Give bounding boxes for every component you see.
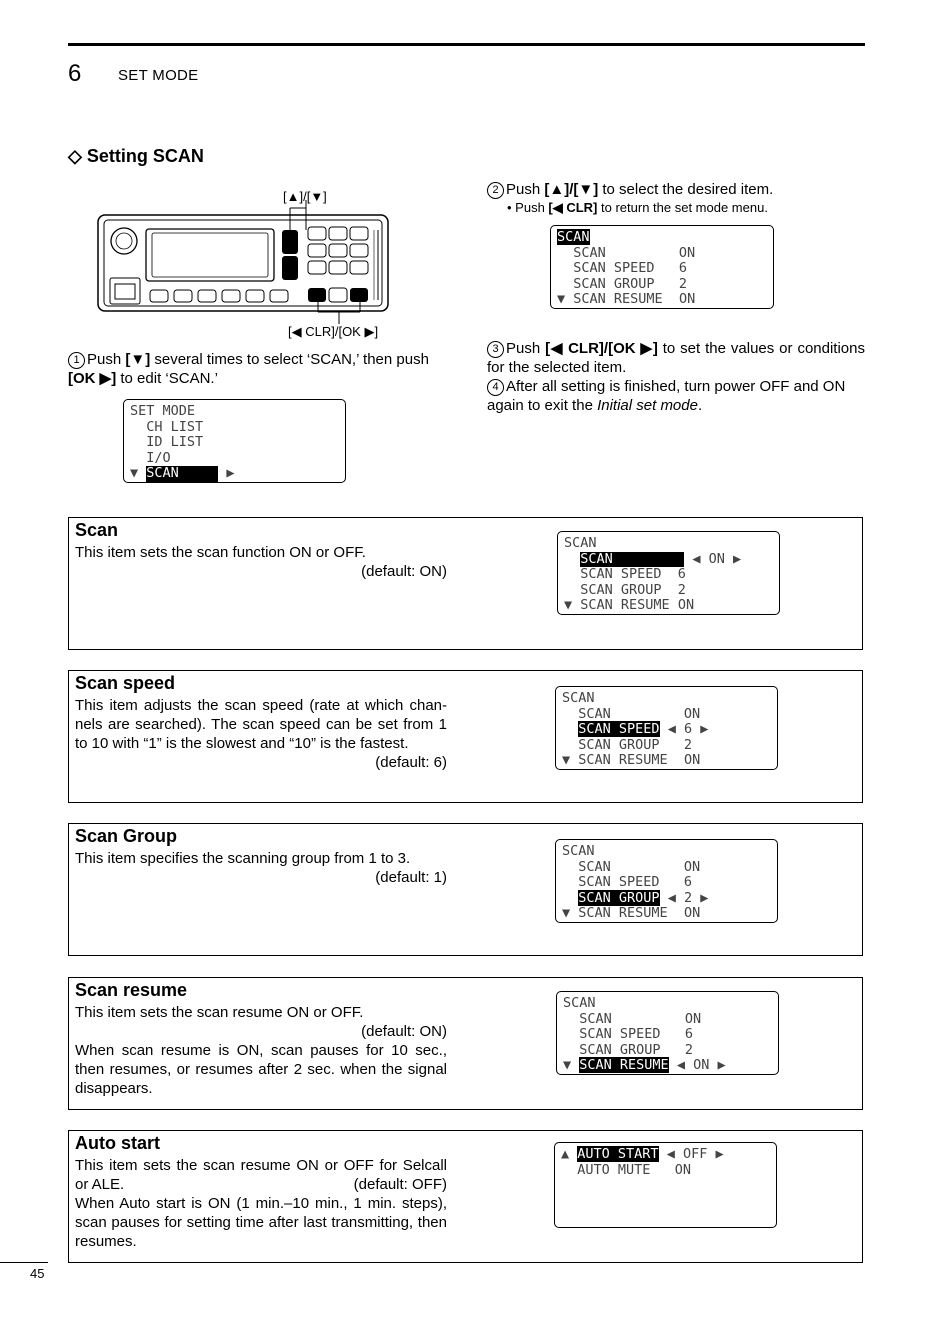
step-2-sub-text: • Push [◀ CLR] to return the set mode menu. — [507, 200, 768, 215]
scroll-indicator-icon: ▼ — [557, 291, 566, 307]
item-box-scan-resume — [68, 977, 863, 1110]
lcd-scan-resume: SCAN SCAN ON SCAN SPEED 6 SCAN GROUP 2 ▼ SCAN RESUME ◀ ON ▶ — [556, 991, 779, 1075]
item-box-scan-group — [68, 823, 863, 956]
scroll-indicator-icon: ▼ — [563, 1057, 572, 1073]
lcd-scan-menu: SCAN SCAN ON SCAN SPEED 6 SCAN GROUP 2 ▼ SCAN RESUME ON — [550, 225, 774, 309]
chapter-title: SET MODE — [118, 67, 199, 84]
scroll-indicator-icon: ▼ — [564, 597, 573, 613]
item-description: This item sets the scan function ON or OFF. (default: ON) — [75, 544, 447, 580]
scroll-indicator-icon: ▼ — [562, 905, 571, 921]
item-title: Scan Group — [75, 826, 178, 846]
step-3-text: 3 Push [◀ CLR]/[OK ▶] to set the values or conditions for the selected item. — [487, 340, 865, 376]
top-rule — [68, 43, 865, 46]
item-title: Scan — [75, 520, 119, 540]
item-title: Auto start — [75, 1133, 160, 1153]
step-2-text: 2 Push [▲]/[▼] to select the desired item. — [487, 180, 865, 199]
section-title — [68, 146, 204, 167]
step-number: 3 — [487, 341, 504, 358]
item-description: This item specifies the scanning group from 1 to 3. (default: 1) — [75, 850, 447, 886]
item-description: This item sets the scan resume ON or OFF. (default: ON) When scan resume is ON, scan pauses for 10 sec., then resumes, or resumes after 2 sec. when the signal disappears. — [75, 1004, 447, 1097]
scroll-indicator-icon: ▼ — [130, 465, 139, 481]
step-number: 2 — [487, 182, 504, 199]
lcd-scan: SCAN SCAN ◀ ON ▶ SCAN SPEED 6 SCAN GROUP 2 ▼ SCAN RESUME ON — [557, 531, 780, 615]
radio-front-panel-illustration — [96, 200, 396, 325]
section-title-text: Setting SCAN — [86, 146, 204, 166]
arrow-right-icon: ▶ — [226, 465, 235, 481]
diamond-outline-icon: ◇ — [68, 146, 82, 166]
item-box-auto-start — [68, 1130, 863, 1263]
item-box-scan-speed — [68, 670, 863, 803]
item-title: Scan speed — [75, 673, 176, 693]
item-title: Scan resume — [75, 980, 188, 1000]
page-number: 45 — [30, 1266, 45, 1281]
step-number: 4 — [487, 379, 504, 396]
lcd-scan-group: SCAN SCAN ON SCAN SPEED 6 SCAN GROUP ◀ 2 ▶ ▼ SCAN RESUME ON — [555, 839, 778, 923]
page-number-rule — [0, 1262, 48, 1263]
step-4-text: 4 After all setting is finished, turn power OFF and ON again to exit the Initial set mode. — [487, 378, 846, 414]
scroll-indicator-icon: ▼ — [562, 752, 571, 768]
lcd-scan-speed: SCAN SCAN ON SCAN SPEED ◀ 6 ▶ SCAN GROUP 2 ▼ SCAN RESUME ON — [555, 686, 778, 770]
chapter-number: 6 — [68, 60, 82, 87]
scroll-up-indicator-icon: ▲ — [561, 1146, 570, 1162]
item-description: This item adjusts the scan speed (rate at which channels are searched). The scan speed can be set from 1 to 10 with “1” is the slowest and “10” is the fastest. (default: 6) — [75, 697, 447, 771]
step-1-text: 1 Push [▼] several times to select ‘SCAN,’ then push [OK ▶] to edit ‘SCAN.’ — [68, 351, 429, 387]
step-number: 1 — [68, 352, 85, 369]
up-down-key-label: [▲]/[▼] — [283, 189, 327, 204]
lcd-set-mode: SET MODE CH LIST ID LIST I/O ▼ SCAN ▶ — [123, 399, 346, 483]
clr-ok-key-label: [◀ CLR]/[OK ▶] — [288, 324, 379, 339]
item-box-scan — [68, 517, 863, 650]
item-description: This item sets the scan resume ON or OFF for Selcall or ALE. (default: OFF) When Auto start is ON (1 min.–10 min., 1 min. steps), scan pauses for setting time after last transmitting, then resumes. — [75, 1157, 447, 1250]
lcd-auto-start: ▲ AUTO START ◀ OFF ▶ AUTO MUTE ON — [554, 1142, 777, 1228]
